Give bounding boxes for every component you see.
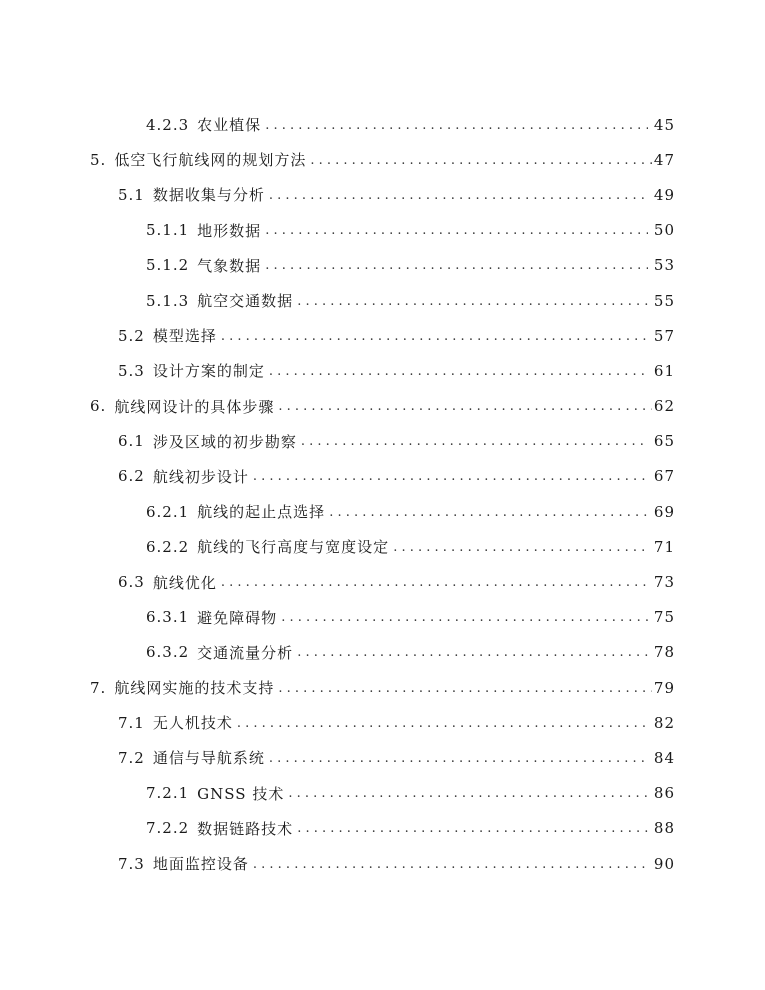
toc-entry-page: 61	[653, 361, 675, 380]
toc-entry[interactable]	[0, 142, 765, 177]
toc-entry-title: 模型选择	[152, 327, 217, 346]
toc-entry-title: 气象数据	[197, 256, 262, 275]
toc-entry-page: 78	[653, 643, 675, 662]
toc-entry[interactable]	[0, 705, 765, 740]
toc-entry-number: 7.3	[118, 854, 145, 873]
toc-entry-title: 农业植保	[197, 116, 262, 135]
toc-entry-number: 6.1	[118, 432, 145, 451]
toc-entry-page: 67	[653, 467, 675, 486]
toc-entry-page: 82	[653, 713, 675, 732]
toc-entry[interactable]	[0, 494, 765, 529]
toc-entry-title: 航线的飞行高度与宽度设定	[197, 538, 390, 557]
toc-entry-number: 5.1.3	[146, 291, 190, 310]
toc-entry-title: 航空交通数据	[197, 292, 294, 311]
toc-dot-leader	[237, 713, 648, 733]
toc-entry-page: 79	[653, 678, 675, 697]
toc-entry-page: 50	[653, 221, 675, 240]
toc-dot-leader	[288, 783, 648, 803]
toc-entry[interactable]	[0, 811, 765, 846]
toc-dot-leader	[278, 678, 652, 698]
toc-entry-page: 75	[653, 608, 675, 627]
toc-dot-leader	[269, 361, 648, 381]
toc-entry-title: 无人机技术	[152, 714, 233, 733]
toc-entry-number: 4.2.3	[146, 115, 190, 134]
toc-entry-page: 49	[653, 185, 675, 204]
toc-entry-title: 航线网实施的技术支持	[114, 679, 275, 698]
toc-entry[interactable]	[0, 389, 765, 424]
toc-entry-number: 6.	[90, 397, 107, 416]
toc-entry-number: 6.3.2	[146, 643, 190, 662]
toc-entry[interactable]	[0, 740, 765, 775]
toc-entry-title: GNSS 技术	[197, 784, 285, 803]
toc-entry-title: 航线网设计的具体步骤	[114, 397, 275, 416]
toc-dot-leader	[301, 431, 648, 451]
toc-entry[interactable]	[0, 424, 765, 459]
toc-dot-leader	[221, 326, 648, 346]
toc-entry-number: 7.2.1	[146, 784, 190, 803]
toc-entry-number: 7.1	[118, 713, 145, 732]
toc-entry-number: 6.2.2	[146, 537, 190, 556]
toc-entry-page: 88	[653, 819, 675, 838]
toc-dot-leader	[269, 185, 648, 205]
toc-dot-leader	[297, 818, 648, 838]
toc-entry-page: 84	[653, 748, 675, 767]
toc-dot-leader	[297, 642, 648, 662]
toc-entry-page: 45	[653, 115, 675, 134]
toc-entry-number: 7.2.2	[146, 819, 190, 838]
toc-entry-title: 数据链路技术	[197, 819, 294, 838]
toc-entry-number: 5.1.1	[146, 221, 190, 240]
toc-dot-leader	[278, 396, 652, 416]
toc-entry-page: 69	[653, 502, 675, 521]
toc-dot-leader	[265, 220, 648, 240]
toc-entry-page: 47	[653, 150, 675, 169]
toc-entry-title: 涉及区域的初步勘察	[152, 432, 297, 451]
toc-entry-page: 62	[653, 397, 675, 416]
toc-entry[interactable]	[0, 177, 765, 212]
toc-entry-number: 5.1	[118, 185, 145, 204]
toc-entry-title: 避免障碍物	[197, 608, 278, 627]
toc-entry-page: 55	[653, 291, 675, 310]
toc-entry-page: 86	[653, 784, 675, 803]
toc-entry-page: 73	[653, 573, 675, 592]
toc-dot-leader	[221, 572, 648, 592]
toc-entry[interactable]	[0, 107, 765, 142]
toc-entry-page: 71	[653, 537, 675, 556]
toc-entry-title: 地面监控设备	[152, 855, 249, 874]
toc-entry-title: 航线优化	[152, 573, 217, 592]
toc-entry-page: 90	[653, 854, 675, 873]
toc-entry-title: 航线的起止点选择	[197, 503, 326, 522]
toc-entry-page: 65	[653, 432, 675, 451]
toc-dot-leader	[265, 115, 648, 135]
toc-entry-number: 6.2.1	[146, 502, 190, 521]
toc-dot-leader	[253, 854, 648, 874]
toc-entry-title: 交通流量分析	[197, 643, 294, 662]
toc-entry-number: 6.3.1	[146, 608, 190, 627]
toc-entry-number: 5.3	[118, 361, 145, 380]
toc-entry-number: 5.	[90, 150, 107, 169]
toc-entry[interactable]	[0, 318, 765, 353]
toc-entry[interactable]	[0, 564, 765, 599]
toc-entry[interactable]	[0, 248, 765, 283]
toc-entry-number: 6.2	[118, 467, 145, 486]
toc-entry-title: 地形数据	[197, 221, 262, 240]
toc-entry-page: 53	[653, 256, 675, 275]
toc-entry[interactable]	[0, 459, 765, 494]
toc-entry[interactable]	[0, 353, 765, 388]
toc-entry-number: 7.	[90, 678, 107, 697]
toc-entry[interactable]	[0, 776, 765, 811]
toc-entry[interactable]	[0, 670, 765, 705]
toc-entry-title: 数据收集与分析	[152, 186, 265, 205]
toc-dot-leader	[253, 466, 648, 486]
toc-entry-number: 6.3	[118, 573, 145, 592]
toc-entry-title: 设计方案的制定	[152, 362, 265, 381]
toc-dot-leader	[269, 748, 648, 768]
toc-entry[interactable]	[0, 846, 765, 881]
toc-entry-page: 57	[653, 326, 675, 345]
table-of-contents	[0, 107, 765, 881]
toc-entry[interactable]	[0, 635, 765, 670]
toc-entry-title: 通信与导航系统	[152, 749, 265, 768]
toc-dot-leader	[310, 150, 652, 170]
toc-dot-leader	[265, 255, 648, 275]
toc-entry-title: 航线初步设计	[152, 467, 249, 486]
toc-entry-number: 5.1.2	[146, 256, 190, 275]
toc-entry[interactable]	[0, 283, 765, 318]
toc-dot-leader	[393, 537, 648, 557]
toc-entry[interactable]	[0, 213, 765, 248]
toc-entry-title: 低空飞行航线网的规划方法	[114, 151, 307, 170]
toc-entry[interactable]	[0, 600, 765, 635]
toc-dot-leader	[297, 291, 648, 311]
toc-dot-leader	[281, 607, 648, 627]
toc-entry-number: 7.2	[118, 748, 145, 767]
toc-entry-number: 5.2	[118, 326, 145, 345]
toc-entry[interactable]	[0, 529, 765, 564]
toc-dot-leader	[329, 502, 648, 522]
